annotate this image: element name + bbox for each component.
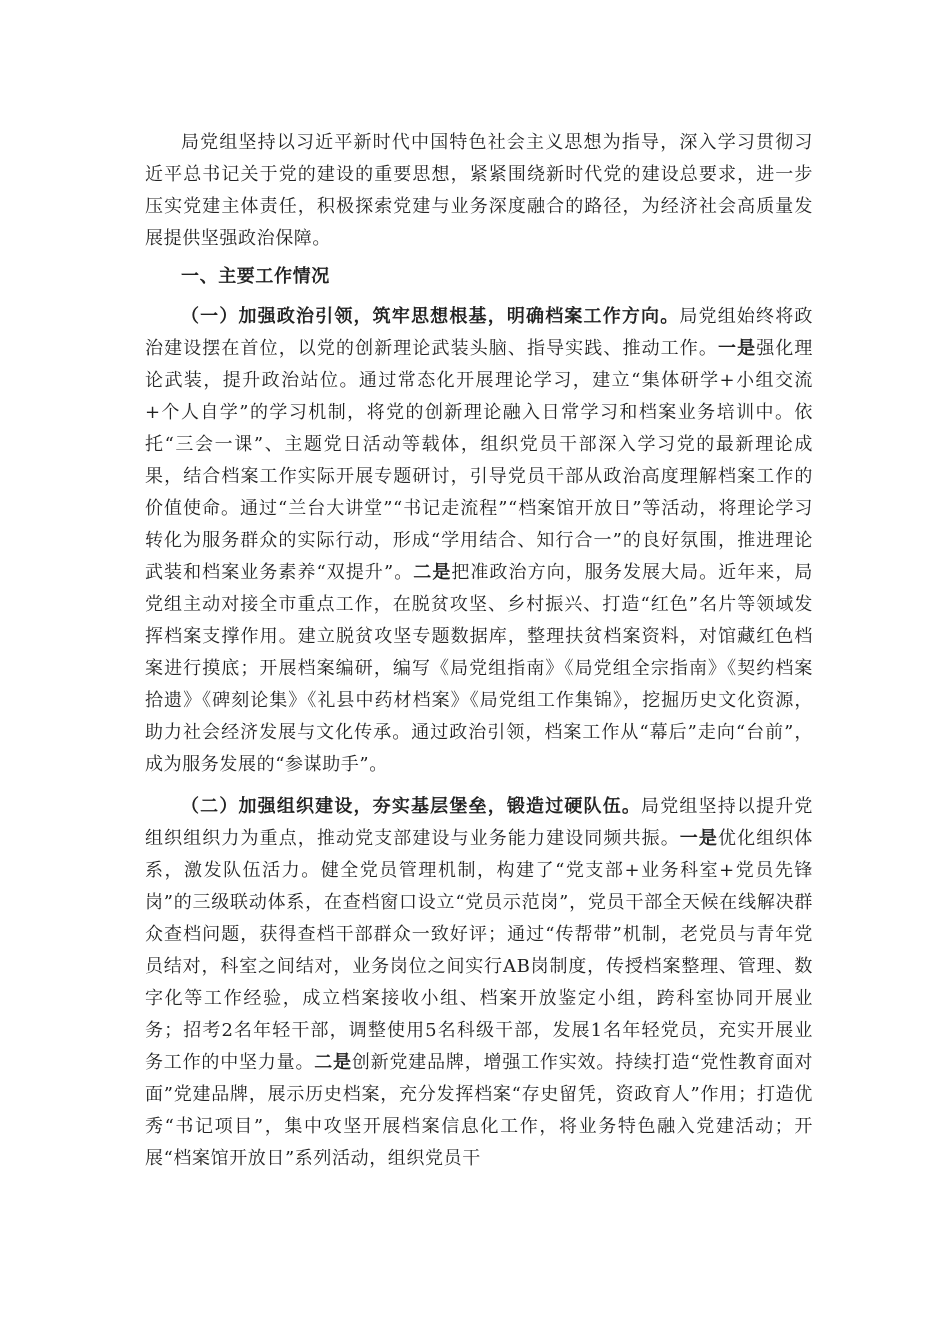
paragraph-text: 创新党建品牌，增强工作实效。持续打造“党性教育面对面”党建品牌，展示历史档案，充分发挥档案“存史留凭，资政育人”作用；打造优秀“书记项目”，集中攻坚开展档案信息化工作，将业务特色融入党建活动；开展“档案馆开放日”系列活动，组织党员干 (145, 1052, 814, 1169)
paragraph-political-leadership (145, 301, 813, 781)
paragraph-text: 局党组坚持以提升党组织组织力为重点，推动党支部建设与业务能力建设同频共振。 (145, 796, 813, 849)
intro-paragraph: 局党组坚持以习近平新时代中国特色社会主义思想为指导，深入学习贯彻习近平总书记关于党的建设的重要思想，紧紧围绕新时代党的建设总要求，进一步压实党建主体责任，积极探索党建与业务深度融合的路径，为经济社会高质量发展提供坚强政治保障。 (145, 132, 813, 249)
section-heading-main-work: 一、主要工作情况 (181, 266, 330, 287)
paragraph-text: 局党组始终将政治建设摆在首位，以党的创新理论武装头脑、指导实践、推动工作。 (145, 306, 813, 359)
point-marker-one: 一是 (717, 338, 757, 359)
subsection-title-organization: （二）加强组织建设，夯实基层堡垒，锻造过硬队伍。 (181, 796, 642, 817)
point-marker-one: 一是 (679, 828, 718, 849)
document-body (145, 127, 813, 1175)
paragraph-text: 把准政治方向，服务发展大局。近年来，局党组主动对接全市重点工作，在脱贫攻坚、乡村振兴、打造“红色”名片等领域发挥档案支撑作用。建立脱贫攻坚专题数据库，整理扶贫档案资料，对馆藏红色档案进行摸底；开展档案编研，编写《局党组指南》《局党组全宗指南》《契约档案拾遗》《碑刻论集》《礼县中药材档案》《局党组工作集锦》，挖掘历史文化资源，助力社会经济发展与文化传承。通过政治引领，档案工作从“幕后”走向“台前”，成为服务发展的“参谋助手”。 (145, 562, 814, 775)
point-marker-two: 二是 (413, 562, 452, 583)
paragraph-text: 强化理论武装，提升政治站位。通过常态化开展理论学习，建立“集体研学+小组交流+个人自学”的学习机制，将党的创新理论融入日常学习和档案业务培训中。依托“三会一课”、主题党日活动等载体，组织党员干部深入学习党的最新理论成果，结合档案工作实际开展专题研讨，引导党员干部从政治高度理解档案工作的价值使命。通过“兰台大讲堂”“书记走流程”“档案馆开放日”等活动，将理论学习转化为服务群众的实际行动，形成“学用结合、知行合一”的良好氛围，推进理论武装和档案业务素养“双提升”。 (145, 338, 813, 583)
subsection-title-political: （一）加强政治引领，筑牢思想根基，明确档案工作方向。 (181, 306, 680, 327)
paragraph-organization-building (145, 791, 813, 1175)
paragraph-text: 优化组织体系，激发队伍活力。健全党员管理机制，构建了“党支部+业务科室+党员先锋岗”的三级联动体系，在查档窗口设立“党员示范岗”，党员干部全天候在线解决群众查档问题，获得查档干部群众一致好评；通过“传帮带”机制，老党员与青年党员结对，科室之间结对，业务岗位之间实行AB岗制度，传授档案整理、管理、数字化等工作经验，成立档案接收小组、档案开放鉴定小组，跨科室协同开展业务；招考2名年轻干部，调整使用5名科级干部，发展1名年轻党员，充实开展业务工作的中坚力量。 (145, 828, 813, 1073)
point-marker-two: 二是 (314, 1052, 352, 1073)
